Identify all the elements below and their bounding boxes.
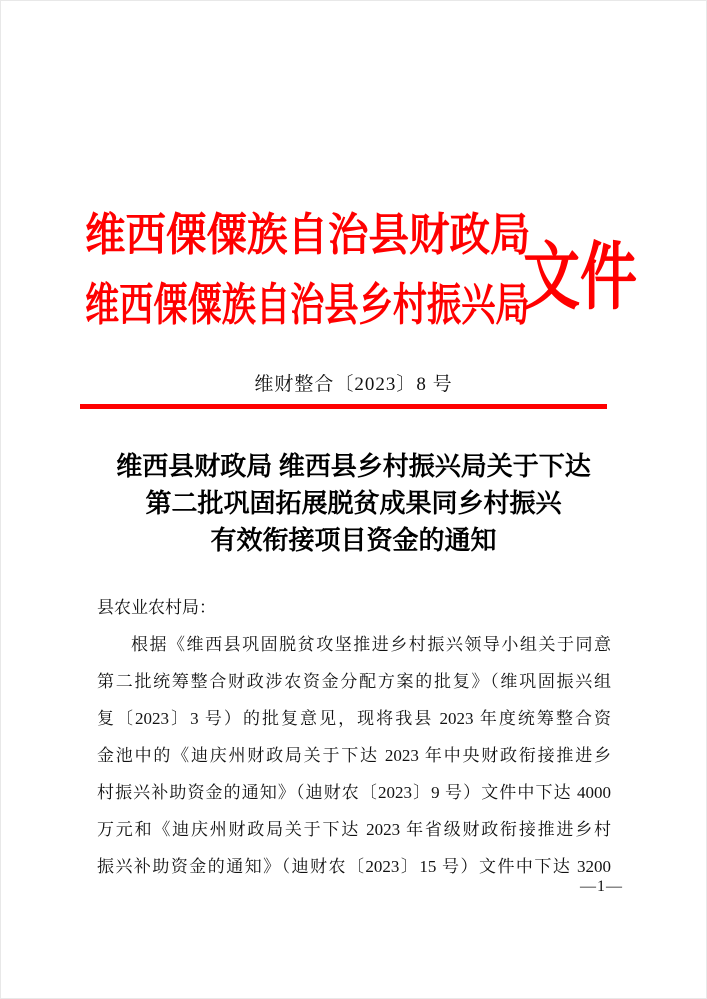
salutation-line: 县农业农村局： (97, 598, 216, 617)
title-line-2: 第二批巩固拓展脱贫成果同乡村振兴 (145, 489, 562, 518)
letterhead-org-line-2: 维西傈僳族自治县乡村振兴局 (85, 280, 530, 330)
title-line-1: 维西县财政局 维西县乡村振兴局关于下达 (116, 452, 591, 481)
red-divider (80, 404, 607, 409)
doc-type-label: 文件 (523, 237, 637, 318)
body-line: 金池中的《迪庆州财政局关于下达 2023 年中央财政衔接推进乡 (97, 746, 611, 765)
page-number: —1— (580, 878, 623, 895)
body-line: 第二批统筹整合财政涉农资金分配方案的批复》（维巩固振兴组 (97, 672, 611, 691)
document-body (97, 589, 611, 885)
letterhead-org-line-1: 维西傈僳族自治县财政局 (85, 210, 531, 260)
document-title (0, 448, 707, 559)
title-line-3: 有效衔接项目资金的通知 (210, 526, 497, 555)
body-line: 振兴补助资金的通知》（迪财农〔2023〕15 号）文件中下达 3200 (97, 857, 611, 876)
body-line: 万元和《迪庆州财政局关于下达 2023 年省级财政衔接推进乡村 (97, 820, 611, 839)
document-letterhead (85, 210, 637, 341)
body-line: 根据《维西县巩固脱贫攻坚推进乡村振兴领导小组关于同意 (131, 635, 611, 654)
doc-number: 维财整合〔2023〕8 号 (254, 374, 453, 395)
body-line: 复〔2023〕3 号）的批复意见，现将我县 2023 年度统筹整合资 (97, 709, 611, 728)
body-line: 村振兴补助资金的通知》（迪财农〔2023〕9 号）文件中下达 4000 (97, 783, 611, 802)
